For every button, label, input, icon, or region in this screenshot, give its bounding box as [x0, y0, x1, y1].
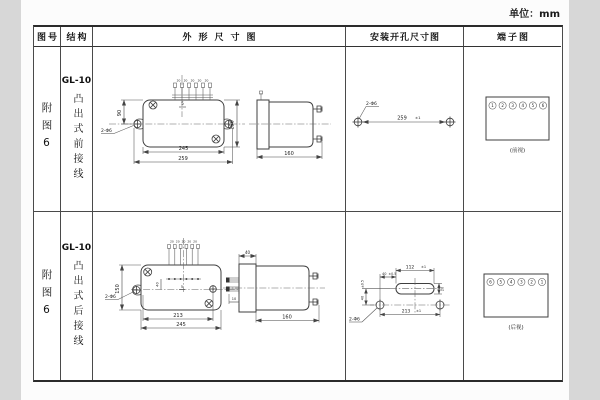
- dim-pin-note: 5: [180, 284, 184, 289]
- row1-model-label: GL-10: [61, 75, 92, 86]
- dim-row-offset: 40: [155, 282, 160, 287]
- pin-pitch-label: 20: [193, 239, 198, 244]
- dim-v-tol: ±0.5: [360, 280, 365, 288]
- row1-terminal-cell: [464, 47, 561, 212]
- col-header-structure: 结构: [61, 27, 93, 47]
- dim-top-offset: 90: [117, 109, 123, 117]
- row1-structure-label: 凸出式前接线: [71, 92, 82, 183]
- mounting-hole-right: [209, 285, 217, 293]
- page-left-margin: [0, 0, 21, 400]
- holes-callout: 2-Φ6: [366, 102, 377, 107]
- row2-install-cell: [346, 212, 464, 380]
- row1-outline-cell: [93, 47, 346, 212]
- pin-pitch-label: 20: [181, 239, 186, 244]
- row2-model-label: GL-10: [61, 242, 92, 253]
- row2-structure-label: 凸出式后接线: [71, 259, 82, 350]
- mounting-ear-left: [134, 119, 144, 129]
- pin-pitch-label: 20: [176, 78, 181, 83]
- dim-slot-height: 20: [440, 286, 445, 292]
- dim-install-tol: ±1: [416, 309, 422, 313]
- terminal-pin-number: 6: [489, 279, 492, 285]
- dim-height: 150: [229, 120, 236, 130]
- terminal-numbers: [489, 102, 547, 109]
- dim-v-offset: 40: [360, 295, 365, 301]
- dim-depth: 160: [282, 314, 292, 321]
- dim-pin-length: 10: [231, 297, 237, 301]
- col-header-terminal: 端子图: [464, 27, 561, 47]
- row2-fig-label: 附图6: [40, 269, 53, 323]
- dim-pin-note: 5: [181, 101, 184, 107]
- dim-case-width: 245: [176, 322, 186, 328]
- terminal-caption: (前视): [509, 148, 526, 154]
- pin-pitch-label: 20: [197, 78, 202, 83]
- dim-block-depth: 40: [244, 250, 251, 255]
- pin-pitch-label: 20: [175, 239, 180, 244]
- pin-pitch-label: 20: [204, 78, 209, 83]
- terminal-pin-number: 5: [531, 103, 535, 108]
- terminal-pin-number: 2: [530, 279, 533, 285]
- dim-edge-tol: ±0.5: [388, 272, 397, 276]
- dim-slot-tol: ±1: [421, 265, 427, 269]
- row1-fig-label: 附图6: [40, 102, 53, 156]
- row1-fig-cell: [34, 47, 61, 212]
- row2-structure-cell: [61, 212, 93, 380]
- terminal-pin-number: 3: [520, 279, 523, 285]
- dim-mount-width: 259: [178, 156, 188, 162]
- terminal-diagram-rear-wiring: [464, 212, 561, 380]
- stud-nut-icon: [309, 273, 318, 305]
- dim-hole-span: 213: [173, 313, 183, 319]
- col-header-outline: 外形尺寸图: [93, 27, 346, 47]
- unit-label: 单位：mm: [509, 9, 560, 20]
- holes-callout: 2-Φ6: [101, 129, 112, 134]
- holes-callout: 2-Φ6: [105, 295, 116, 300]
- col-header-fig: 图号: [34, 27, 61, 47]
- pin-pitch-label: 20: [183, 78, 188, 83]
- front-view: [105, 238, 239, 330]
- terminal-pin-number: 1: [491, 103, 494, 108]
- terminal-numbers: [487, 278, 546, 285]
- front-view: [101, 75, 245, 164]
- col-header-install: 安装开孔尺寸图: [346, 27, 464, 47]
- mounting-ear-left: [133, 285, 142, 295]
- terminal-pin-number: 3: [511, 103, 514, 108]
- terminal-pin-number: 5: [499, 279, 503, 285]
- pin-pitch-label: 20: [169, 239, 174, 244]
- outline-drawing-front-wiring: [93, 47, 346, 212]
- pin-pitch-label: 20: [187, 239, 192, 244]
- install-drawing-front-wiring: [346, 47, 464, 212]
- outline-drawing-rear-wiring: [93, 212, 346, 380]
- dimension-table: [33, 25, 563, 382]
- pin-pitch-label: 20: [190, 78, 195, 83]
- terminal-pin-number: 4: [509, 279, 513, 285]
- side-view: [223, 250, 325, 323]
- dim-height: 150: [115, 284, 121, 294]
- dim-slot-width: 112: [405, 265, 415, 271]
- dim-case-width: 245: [178, 146, 189, 152]
- screw-head-icon: [149, 101, 220, 143]
- screw-head-icon: [144, 268, 213, 308]
- dim-install-span: 259: [397, 115, 407, 122]
- install-drawing-rear-wiring: [346, 212, 464, 380]
- row2-outline-cell: [93, 212, 346, 380]
- row1-install-cell: [346, 47, 464, 212]
- terminal-pin-number: 6: [541, 103, 545, 108]
- terminal-pin-number: 2: [501, 103, 504, 108]
- row2-fig-cell: [34, 212, 61, 380]
- dim-edge-offset: 40: [382, 272, 387, 276]
- terminal-pin-number: 1: [540, 279, 544, 285]
- side-view: [249, 91, 331, 159]
- dim-install-tol: ±1: [415, 115, 421, 120]
- dim-depth: 160: [284, 151, 294, 157]
- row1-structure-cell: [61, 47, 93, 212]
- terminal-caption: (后视): [508, 325, 524, 331]
- holes-callout: 2-Φ6: [349, 317, 360, 323]
- page-right-margin: [569, 0, 600, 400]
- dim-install-span: 213: [401, 309, 411, 315]
- terminal-studs: [172, 83, 213, 100]
- terminal-diagram-front-wiring: [464, 47, 561, 212]
- terminal-pin-number: 4: [521, 103, 525, 108]
- row2-terminal-cell: [464, 212, 561, 380]
